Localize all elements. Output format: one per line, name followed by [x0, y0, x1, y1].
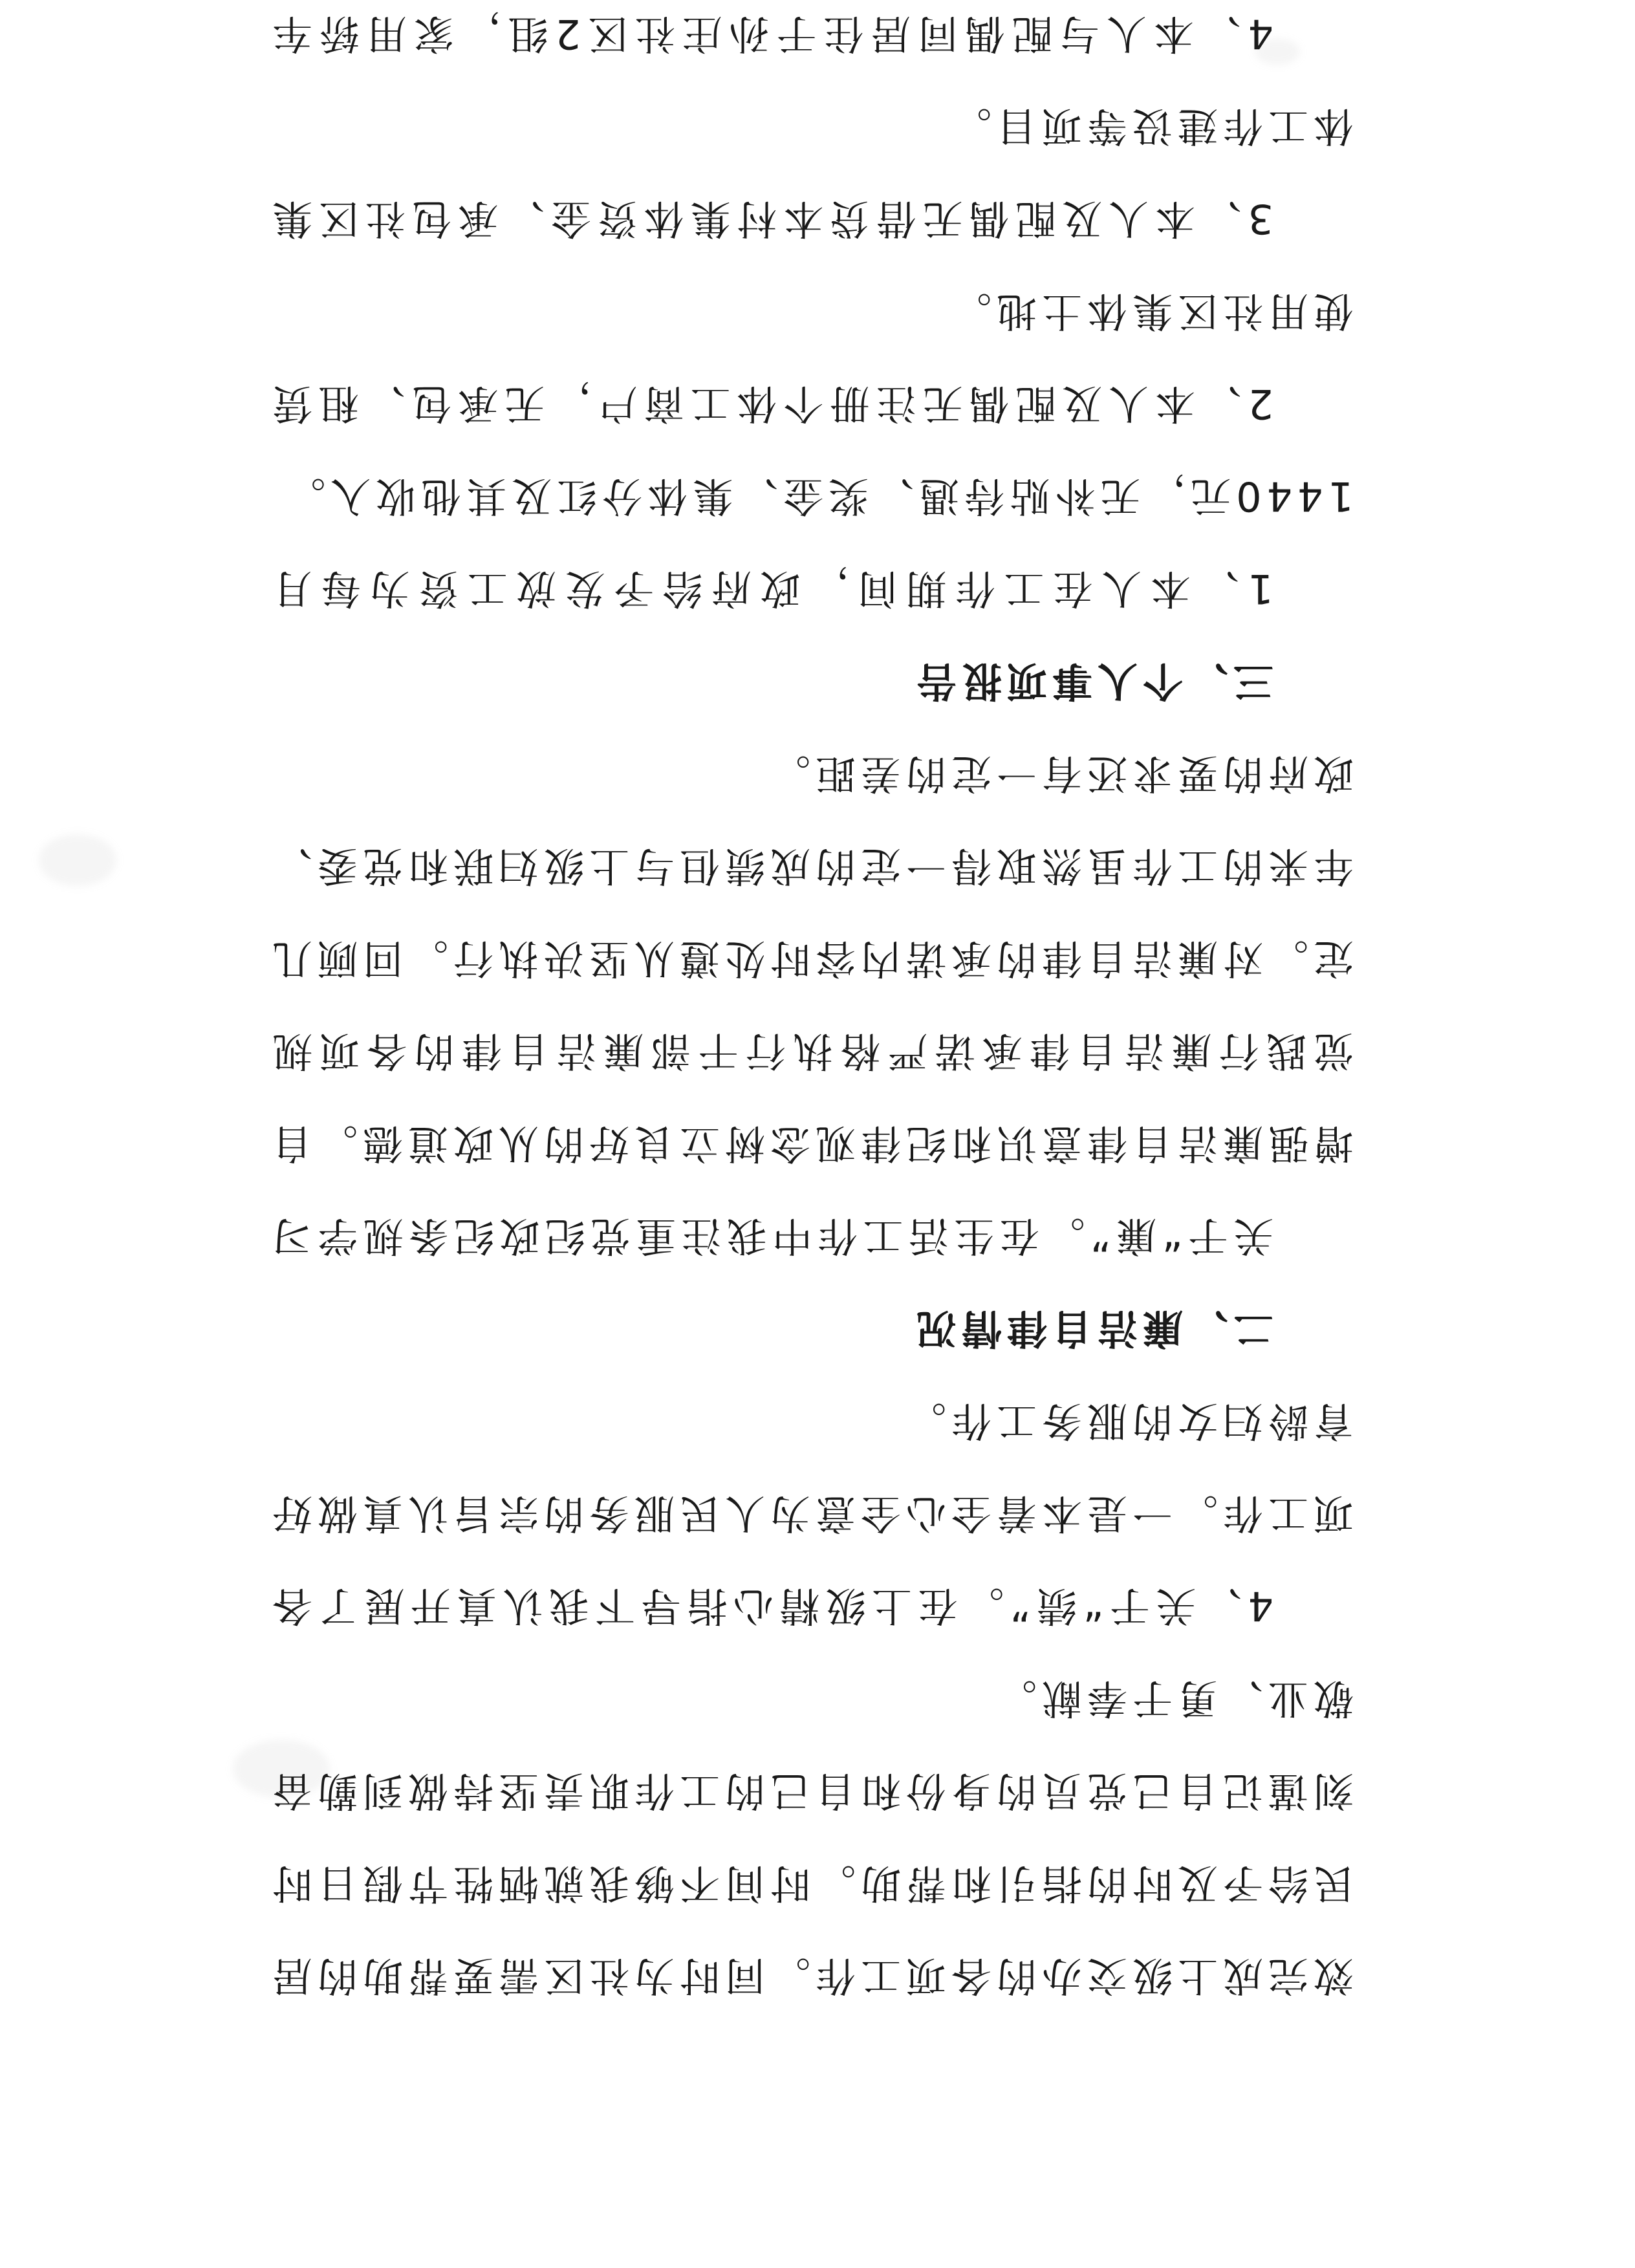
paragraph-performance: 4、关于“绩”。在上级精心指导下我认真开展了各项工作。一是本着全心全意为人民服务的宗旨认真做好育龄妇女的服务工作。: [266, 1398, 1354, 1630]
paragraph-income: 1、本人在工作期间，政府给予发放工资为每月1440元，无补贴待遇、奖金、集体分红及其他收入。: [267, 473, 1354, 612]
section-heading-integrity: 二、廉洁自律情况: [911, 1305, 1273, 1352]
document-body: [267, 0, 1354, 2022]
paragraph-business: 2、本人及配偶无注册个体工商户，无承包、租赁使用社区集体土地。: [267, 288, 1354, 427]
paragraph-continuation: 效完成上级交办的各项工作。同时为社区需要帮助的居民给予及时的指引和帮助。时间不够我就牺牲节假日时刻谨记自己党员的身份和自己的工作职责坚持做到勤奋敬业、勇于奉献。: [266, 1675, 1354, 2000]
paragraph-residence: 4、本人与配偶同居住于孙庄社区2组，家用轿车: [267, 10, 1273, 58]
paragraph-loans: 3、本人及配偶无借贷本村集体资金、承包社区集体工作建设等项目。: [267, 103, 1354, 243]
section-heading-personal-matters: 三、个人事项报告: [911, 658, 1273, 705]
paragraph-integrity: 关于“廉”。在生活工作中我注重党纪政纪条规学习增强廉洁自律意识和纪律观念树立良好的从政道德。自觉践行廉洁自律承诺严格执行干部廉洁自律的各项规定。对廉洁自律的承诺内容时处遵从坚决执行。回顾几年来的工作虽然取得一定的成绩但与上级妇联和党委、政府的要求还有一定的差距。: [266, 750, 1354, 1260]
